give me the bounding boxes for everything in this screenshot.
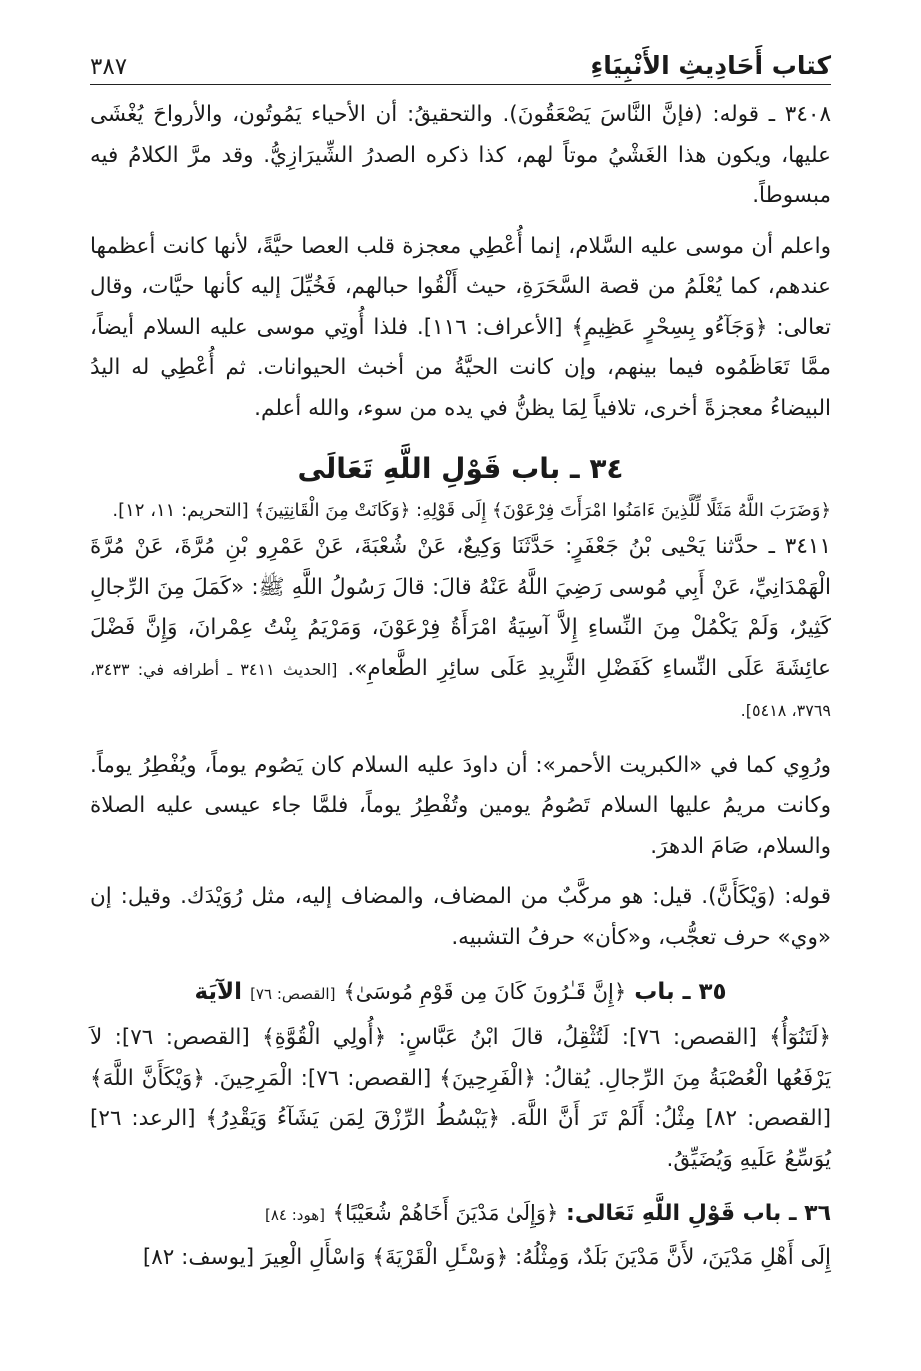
section-35-verse: ﴿إِنَّ قَـٰرُونَ كَانَ مِن قَوْمِ مُوسَىٰ﴾ bbox=[343, 980, 627, 1004]
paragraph-waykaanna: قوله: (وَيْكَأَنَّ). قيل: هو مركَّبٌ من المضاف، والمضاف إليه، مثل رُوَيْدَك. وقيل: إن «وي» حرف تعجُّب، و«كأن» حرفُ التشبيه. bbox=[90, 884, 831, 950]
paragraph-3408: ٣٤٠٨ ـ قوله: (فإنَّ النَّاسَ يَصْعَقُونَ). والتحقيقُ: أن الأحياء يَمُوتُون، والأرواحَ يُغْشَى عليها، ويكون هذا الغَشْيُ موتاً لهم، كذا ذكره الصدرُ الشِّيرَازِيُّ. وقد مرَّ الكلامُ فيه مبسوطاً. bbox=[90, 102, 831, 208]
section-34-verse: ﴿وَضَرَبَ اللَّهُ مَثَلًا لِّلَّذِينَ ءَامَنُوا امْرَأَتَ فِرْعَوْنَ﴾ إِلَى قَوْلِهِ: ﴿وَكَانَتْ مِنَ الْقَانِتِينَ﴾ [التحريم: ١١، ١٢]. bbox=[112, 500, 831, 521]
section-35-label: ٣٥ ـ باب bbox=[634, 979, 727, 1005]
section-36-heading bbox=[90, 1190, 831, 1238]
page-body bbox=[90, 95, 831, 1279]
hadith-3411 bbox=[90, 527, 831, 732]
page-number: ٣٨٧ bbox=[90, 54, 128, 80]
section-35-tail: الآيَة bbox=[194, 979, 243, 1005]
hadith-3411-reference: [الحديث ٣٤١١ ـ أطرافه في: ٣٤٣٣، ٣٧٦٩، ٥٤١٨]. bbox=[90, 659, 831, 720]
section-36-verse: ﴿وَإِلَىٰ مَدْيَنَ أَخَاهُمْ شُعَيْبًا﴾ bbox=[332, 1201, 559, 1225]
section-36-reference: [هود: ٨٤] bbox=[264, 1206, 325, 1224]
section-36-label: ٣٦ ـ باب قَوْلِ اللَّهِ تَعَالى: bbox=[566, 1201, 831, 1226]
section-35-body: ﴿لَتَنُوٓأُ﴾ [القصص: ٧٦]: لَتُثْقِلُ، قالَ ابْنُ عَبَّاسٍ: ﴿أُولِي الْقُوَّةِ﴾ [القصص: ٧٦]: لاَ يَرْفَعُها الْعُصْبَةُ مِنَ الرِّجالِ. يُقالُ: ﴿الْفَرِحِينَ﴾ [القصص: ٧٦]: الْمَرِحِينَ. ﴿وَيْكَأَنَّ اللَّهَ﴾ [القصص: ٨٢] مِثْلُ: أَلَمْ تَرَ أَنَّ اللَّهَ. ﴿يَبْسُطُ الرِّزْقَ لِمَن يَشَآءُ وَيَقْدِرُ﴾ [الرعد: ٢٦] يُوَسِّعُ عَلَيهِ وَيُضَيِّقُ. bbox=[90, 1025, 831, 1172]
section-36-body: إِلَى أَهْلِ مَدْيَنَ، لأَنَّ مَدْيَنَ بَلَدٌ، وَمِثْلُهُ: ﴿وَسْـَٔلِ الْقَرْيَةَ﴾ وَاسْأَلِ الْعِيرَ [يوسف: ٨٢] bbox=[142, 1245, 831, 1270]
page-header bbox=[90, 40, 831, 85]
paragraph-kibrit-ahmar: ورُوِي كما في «الكبريت الأحمر»: أن داودَ عليه السلام كان يَصُوم يوماً، ويُفْطِرُ يوماً. وكانت مريمُ عليها السلام تَصُومُ يومين وتُفْطِرُ يوماً، فلمَّا جاء عيسى عليه الصلاة والسلام، صَامَ الدهرَ. bbox=[90, 752, 831, 859]
section-35-reference: [القصص: ٧٦] bbox=[250, 985, 336, 1003]
book-title: كتاب أَحَادِيثِ الأَنْبِيَاءِ bbox=[590, 51, 831, 80]
hadith-3411-text: ٣٤١١ ـ حدَّثنا يَحْيى بْنُ جَعْفَرٍ: حَدَّثَنَا وَكِيعٌ، عَنْ شُعْبَةَ، عَنْ عَمْرِو بْنِ مُرَّةَ، عَنْ مُرَّةَ الْهَمْدَانِيِّ، عَنْ أَبِي مُوسى رَضِيَ اللَّهُ عَنْهُ قالَ: قالَ رَسُولُ اللَّهِ ﷺ: «كَمَلَ مِنَ الرِّجالِ كَثِيرٌ، وَلَمْ يَكْمُلْ مِنَ النِّساءِ إِلاَّ آسِيَةُ امْرَأَةُ فِرْعَوْنَ، وَمَرْيَمُ بِنْتُ عِمْرانَ، وَإِنَّ فَضْلَ عائِشَةَ عَلَى النِّساءِ كَفَضْلِ الثَّرِيدِ عَلَى سائِرِ الطَّعامِ». bbox=[90, 534, 831, 681]
paragraph-moses-miracle: واعلم أن موسى عليه السَّلام، إنما أُعْطِي معجزة قلب العصا حيَّةً، لأنها كانت أعظمها عندهم، كما يُعْلَمُ من قصة السَّحَرَةِ، حيث أَلْقُوا حبالهم، فَخُيِّلَ إليه كأنها حيَّات، وقال تعالى: ﴿وَجَآءُو بِسِحْرٍ عَظِيمٍ﴾ [الأعراف: ١١٦]. فلذا أُوتِي موسى عليه السلام أيضاً، ممَّا تَعَاظَمُوه فيما بينهم، وإن كانت الحيَّةُ من أخبث الحيوانات. ثم أُعْطِي له اليدُ البيضاءُ معجزةً أخرى، تلافياً لِمَا يظنُّ في يده من سوء، والله أعلم. bbox=[90, 233, 831, 421]
section-34-heading: ٣٤ ـ باب قَوْلِ اللَّهِ تَعَالَى bbox=[297, 452, 624, 485]
section-35-heading bbox=[90, 968, 831, 1018]
